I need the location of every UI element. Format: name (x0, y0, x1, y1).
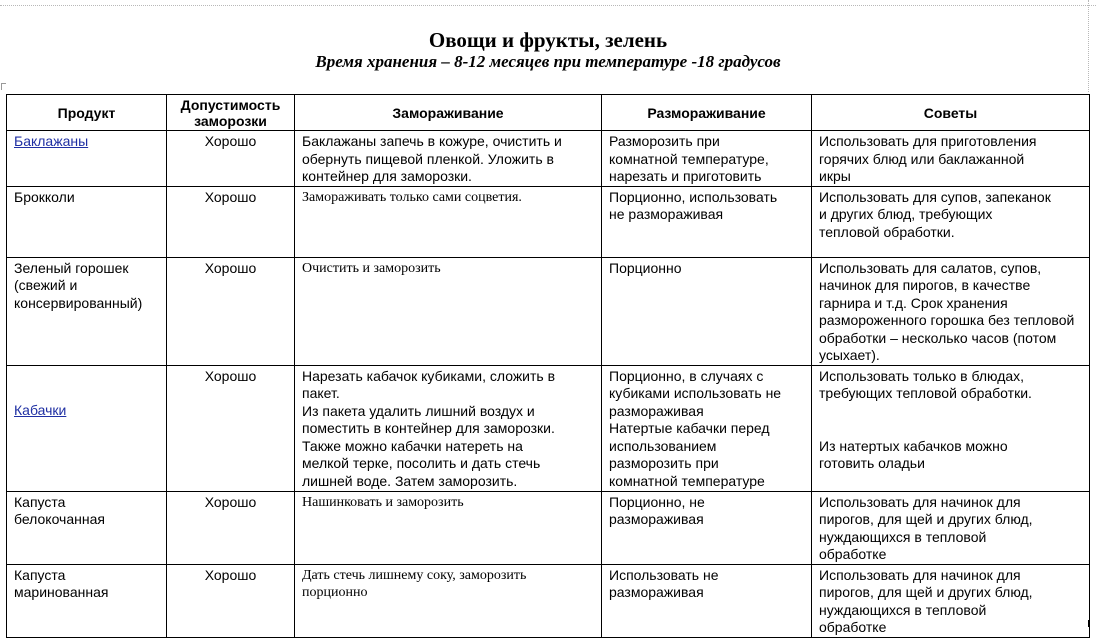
tips-line: икры (819, 168, 851, 184)
thawing-line: Порционно, в случаях с (609, 367, 764, 384)
freezing-cell (295, 491, 602, 564)
freezing-line: Из пакета удалить лишний воздух и (302, 402, 535, 419)
freezing-cell (295, 365, 602, 491)
freezing-line: мелкой терке, посолить и дать стечь (302, 455, 541, 471)
tips-line: обработке (819, 619, 887, 635)
header-tips: Советы (812, 95, 1090, 131)
thawing-cell (602, 491, 812, 564)
freezing-line: обернуть пищевой пленкой. Уложить в (302, 150, 554, 167)
next-row-continuation (6, 620, 1089, 627)
thawing-line: разморозить при (609, 455, 719, 471)
column-divider (294, 620, 295, 627)
tips-line: пирогов, для щей и других блюд, (819, 511, 1033, 527)
allowance-cell: Хорошо (167, 564, 295, 637)
header-allowance-line1: Допустимость (180, 96, 281, 113)
thawing-line: использованием (609, 437, 717, 454)
tips-cell (812, 186, 1090, 257)
thawing-line: размораживая (609, 402, 704, 419)
tips-line: обработке (819, 546, 887, 562)
thawing-line: размораживая (609, 511, 704, 527)
table-move-handle[interactable] (1, 83, 6, 90)
freezing-line: Нашинковать и заморозить (302, 494, 464, 510)
tips-line: Использовать для супов, запеканок (819, 188, 1051, 205)
tips-line: Из натертых кабачков можно (819, 437, 1008, 454)
tips-line: готовить оладьи (819, 455, 925, 471)
freezing-line: Нарезать кабачок кубиками, сложить в (302, 367, 556, 384)
product-name-line: Зеленый горошек (14, 259, 129, 276)
product-link-eggplant[interactable]: Баклажаны (14, 133, 89, 149)
freezing-line: Очистить и заморозить (302, 260, 441, 276)
freezing-line: Баклажаны запечь в кожуре, очистить и (302, 133, 562, 149)
product-cell (7, 257, 167, 365)
column-divider (811, 620, 812, 627)
table-row (7, 491, 1090, 564)
thawing-line: Натертые кабачки перед (609, 420, 770, 436)
product-name-line: Капуста (14, 493, 66, 510)
header-freezing: Замораживание (295, 95, 602, 131)
product-link-zucchini[interactable]: Кабачки (14, 401, 67, 418)
thawing-line: Использовать не (609, 566, 719, 583)
tips-line: гарнира и т.д. Срок хранения (819, 294, 1008, 311)
column-divider (166, 620, 167, 627)
tips-line: горячих блюд или баклажанной (819, 150, 1025, 167)
freezing-line: порционно (302, 585, 368, 600)
tips-line: начинок для пирогов, в качестве (819, 277, 1031, 293)
freezing-line: поместить в контейнер для заморозки. (302, 420, 555, 436)
allowance-cell: Хорошо (167, 131, 295, 187)
product-name-line: консервированный) (14, 294, 143, 311)
thawing-line: Порционно, не (609, 493, 705, 510)
tips-line: размороженного горошка без тепловой (819, 312, 1075, 328)
thawing-cell (602, 257, 812, 365)
freezing-line: Замораживать только сами соцветия. (302, 189, 522, 205)
tips-line: нуждающихся в тепловой (819, 528, 987, 545)
tips-line: нуждающихся в тепловой (819, 601, 987, 618)
thawing-line: размораживая (609, 584, 704, 600)
product-name-line: Капуста (14, 566, 66, 583)
thawing-cell (602, 131, 812, 187)
freezing-cell (295, 186, 602, 257)
tips-cell (812, 491, 1090, 564)
tips-cell (812, 257, 1090, 365)
header-allowance (167, 95, 295, 131)
freezing-line: Дать стечь лишнему соку, заморозить (302, 567, 527, 583)
product-name: Брокколи (14, 188, 75, 205)
product-cell (7, 186, 167, 257)
freezing-line: пакет. (302, 385, 340, 401)
document-subtitle: Время хранения – 8-12 месяцев при температуре -18 градусов (315, 52, 781, 71)
thawing-cell (602, 186, 812, 257)
table-row (7, 257, 1090, 365)
tips-spacer (819, 403, 1082, 438)
tips-line: пирогов, для щей и других блюд, (819, 584, 1033, 600)
thawing-line: Порционно (609, 259, 682, 276)
product-cell (7, 365, 167, 491)
tips-line: требующих тепловой обработки. (819, 385, 1032, 401)
product-cell (7, 131, 167, 187)
tips-cell (812, 365, 1090, 491)
freezing-line: Также можно кабачки натереть на (302, 437, 523, 454)
product-name-line: маринованная (14, 584, 109, 600)
thawing-line: не размораживая (609, 206, 724, 222)
header-product: Продукт (7, 95, 167, 131)
thawing-line: комнатной температуре, (609, 150, 769, 167)
tips-line: и других блюд, требующих (819, 206, 993, 222)
thawing-line: нарезать и приготовить (609, 168, 762, 184)
tips-line: Использовать только в блюдах, (819, 367, 1025, 384)
thawing-line: Разморозить при (609, 133, 720, 149)
table-row (7, 186, 1090, 257)
allowance-cell: Хорошо (167, 186, 295, 257)
thawing-line: комнатной температуре (609, 472, 765, 489)
page-top-margin-guide (0, 0, 1096, 6)
table-row (7, 365, 1090, 491)
tips-line: Использовать для начинок для (819, 566, 1021, 583)
tips-cell (812, 131, 1090, 187)
storage-table (6, 94, 1090, 638)
tips-line: тепловой обработки. (819, 223, 955, 240)
tips-line: Использовать для приготовления (819, 133, 1037, 149)
tips-line: Использовать для начинок для (819, 493, 1021, 510)
thawing-line: кубиками использовать не (609, 385, 782, 401)
product-name-line: (свежий и (14, 277, 78, 293)
thawing-cell (602, 365, 812, 491)
tips-line: усыхает). (819, 347, 880, 363)
column-divider (601, 620, 602, 627)
allowance-cell: Хорошо (167, 491, 295, 564)
product-cell (7, 491, 167, 564)
allowance-cell: Хорошо (167, 365, 295, 491)
tips-line: Использовать для салатов, супов, (819, 259, 1042, 276)
allowance-cell: Хорошо (167, 257, 295, 365)
header-allowance-line2: заморозки (194, 112, 267, 129)
tips-line: обработки – несколько часов (потом (819, 329, 1057, 346)
document-title: Овощи и фрукты, зелень (428, 28, 668, 52)
table-row (7, 131, 1090, 187)
thawing-line: Порционно, использовать (609, 188, 778, 205)
freezing-cell (295, 257, 602, 365)
table-header-row (7, 95, 1090, 131)
product-name-line: белокочанная (14, 511, 105, 527)
freezing-cell (295, 131, 602, 187)
header-thawing: Размораживание (602, 95, 812, 131)
freezing-line: контейнер для заморозки. (302, 168, 472, 184)
freezing-line: лишней воде. Затем заморозить. (302, 472, 518, 489)
